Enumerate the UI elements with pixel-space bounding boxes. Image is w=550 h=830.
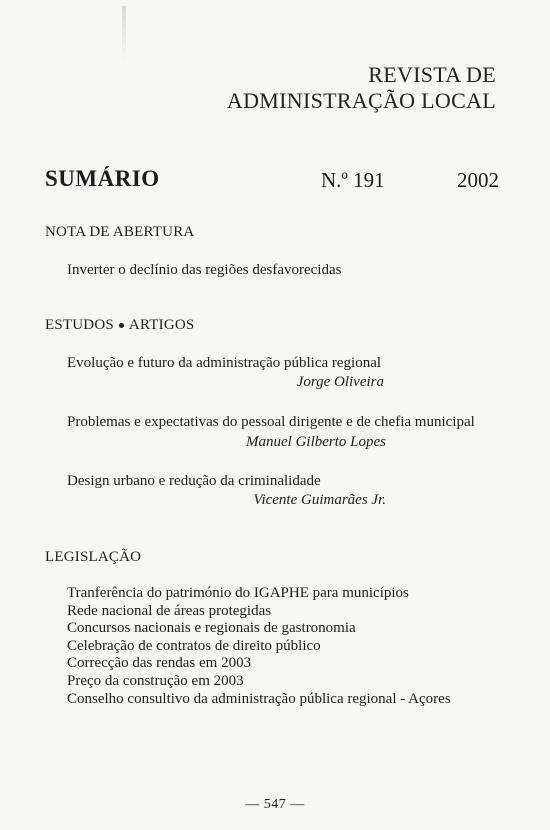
list-item: Celebração de contratos de direito público bbox=[67, 637, 321, 654]
journal-title bbox=[227, 62, 496, 114]
bullet-icon bbox=[119, 323, 124, 328]
studies-heading-part1: ESTUDOS bbox=[45, 317, 114, 333]
study-entry-author-3: Vicente Guimarães Jr. bbox=[253, 492, 386, 508]
journal-title-line1: REVISTA DE bbox=[368, 62, 496, 87]
study-entry-author-2: Manuel Gilberto Lopes bbox=[246, 434, 386, 450]
study-entry-title-3: Design urbano e redução da criminalidade bbox=[67, 473, 321, 489]
issue-year: 2002 bbox=[457, 168, 499, 192]
list-item: Rede nacional de áreas protegidas bbox=[67, 602, 272, 619]
scan-artifact bbox=[122, 6, 126, 61]
list-item: Tranferência do património do IGAPHE para municípios bbox=[67, 585, 409, 601]
issue-number: N.º 191 bbox=[321, 168, 385, 192]
section-heading-opening: NOTA DE ABERTURA bbox=[45, 224, 195, 240]
opening-entry-title: Inverter o declínio das regiões desfavorecidas bbox=[67, 262, 342, 278]
section-heading-studies bbox=[45, 317, 194, 334]
list-item: Preço da construção em 2003 bbox=[67, 672, 244, 689]
list-item: Correcção das rendas em 2003 bbox=[67, 655, 252, 672]
legislation-list bbox=[67, 585, 451, 708]
journal-title-line2: ADMINISTRAÇÃO LOCAL bbox=[226, 88, 496, 113]
list-item: Concursos nacionais e regionais de gastronomia bbox=[67, 620, 356, 637]
studies-heading-part2: ARTIGOS bbox=[128, 317, 195, 333]
summary-label: SUMÁRIO bbox=[45, 166, 160, 191]
study-entry-title-1: Evolução e futuro da administração pública regional bbox=[67, 355, 382, 371]
study-entry-author-1: Jorge Oliveira bbox=[296, 374, 384, 390]
section-heading-legislation: LEGISLAÇÃO bbox=[45, 549, 142, 565]
page-number: — 547 — bbox=[245, 797, 305, 812]
summary-header bbox=[45, 166, 499, 196]
study-entry-title-2: Problemas e expectativas do pessoal dirigente e de chefia municipal bbox=[67, 414, 475, 430]
list-item: Conselho consultivo da administração pública regional - Açores bbox=[67, 690, 451, 707]
